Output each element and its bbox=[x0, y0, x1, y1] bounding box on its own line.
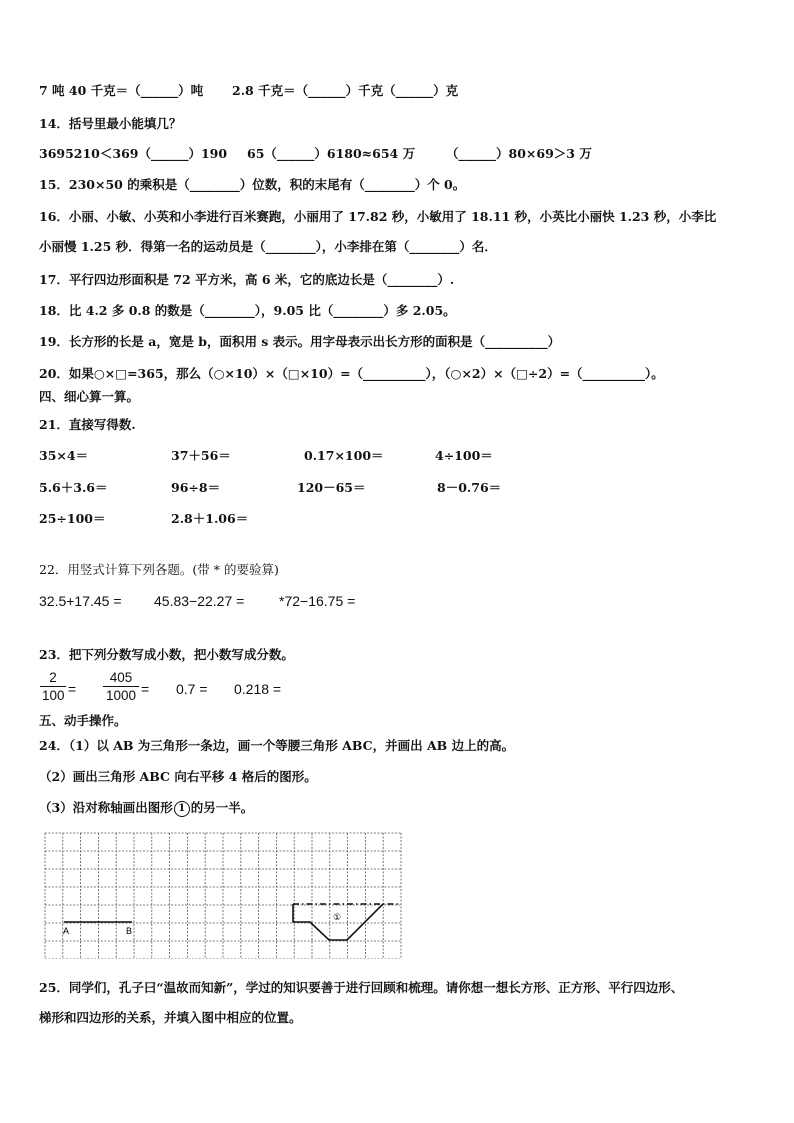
q14-item-a: 3695210＜369（______）190 bbox=[39, 146, 228, 161]
q24-part3-text-a: （3）沿对称轴画出图形 bbox=[39, 800, 173, 815]
q23-fraction-2 bbox=[103, 670, 139, 703]
q19-text: 19．长方形的长是 a，宽是 b，面积用 s 表示。用字母表示出长方形的面积是（__________） bbox=[39, 334, 561, 349]
fraction-numerator: 405 bbox=[109, 670, 133, 685]
q24-part2: （2）画出三角形 ABC 向右平移 4 格后的图形。 bbox=[39, 769, 317, 784]
fraction-bar bbox=[40, 686, 66, 687]
q21-cell: 5.6＋3.6＝ bbox=[39, 480, 108, 495]
q21-row-2 bbox=[39, 480, 759, 496]
q16-line1: 16．小丽、小敏、小英和小李进行百米赛跑，小丽用了 17.82 秒，小敏用了 18.11 秒，小英比小丽快 1.23 秒，小李比 bbox=[39, 209, 717, 224]
q23-title: 23．把下列分数写成小数，把小数写成分数。 bbox=[39, 647, 294, 662]
fraction-numerator: 2 bbox=[49, 670, 57, 685]
q21-cell: 25÷100＝ bbox=[39, 511, 106, 526]
q23-decimal-2: 0.218 = bbox=[234, 681, 282, 697]
drawing-grid[interactable] bbox=[44, 832, 402, 959]
q16-line2: 小丽慢 1.25 秒．得第一名的运动员是（________），小李排在第（________）名． bbox=[39, 239, 497, 254]
q20-text: 20．如果○×□=365，那么（○×10）×（□×10）=（__________），（○×2）×（□÷2）=（__________）。 bbox=[39, 366, 664, 381]
q21-row-1 bbox=[39, 448, 759, 464]
section5-heading: 五、动手操作。 bbox=[39, 713, 127, 728]
circled-one-icon: 1 bbox=[174, 801, 190, 817]
q23-fraction-1 bbox=[40, 670, 66, 703]
fraction-denominator: 1000 bbox=[105, 688, 137, 703]
q13-item-b: 2.8 千克＝（______）千克（______）克 bbox=[232, 83, 459, 98]
q14-item-b: 65（______）6180≈654 万 bbox=[247, 146, 416, 161]
q21-row-3 bbox=[39, 511, 759, 527]
q21-cell: 0.17×100＝ bbox=[304, 448, 384, 463]
q14-title: 14．括号里最小能填几？ bbox=[39, 116, 182, 131]
point-a-label: A bbox=[63, 926, 70, 936]
q24-part3 bbox=[39, 800, 253, 817]
q23-equals-2: = bbox=[141, 681, 150, 697]
q21-cell: 37＋56＝ bbox=[171, 448, 231, 463]
q14-items bbox=[39, 146, 759, 162]
q23-equals-1: = bbox=[68, 681, 77, 697]
q22-items bbox=[39, 593, 759, 611]
q21-title: 21．直接写得数. bbox=[39, 417, 136, 432]
shape-one-label: ① bbox=[333, 912, 342, 922]
q25-line2: 梯形和四边形的关系，并填入图中相应的位置。 bbox=[39, 1010, 302, 1025]
q17-text: 17．平行四边形面积是 72 平方米，高 6 米，它的底边长是（________）. bbox=[39, 272, 455, 287]
section4-heading: 四、细心算一算。 bbox=[39, 389, 140, 404]
q22-item: 45.83−22.27 = bbox=[154, 593, 245, 609]
q22-title: 22．用竖式计算下列各题。(带 * 的要验算) bbox=[39, 562, 279, 577]
q25-line1: 25．同学们，孔子曰“温故而知新”，学过的知识要善于进行回顾和梳理。请你想一想长方形、正方形、平行四边形、 bbox=[39, 980, 684, 995]
q21-cell: 8－0.76＝ bbox=[437, 480, 502, 495]
q24-part1: 24．（1）以 AB 为三角形一条边，画一个等腰三角形 ABC，并画出 AB 边上的高。 bbox=[39, 738, 515, 753]
q21-cell: 35×4＝ bbox=[39, 448, 89, 463]
q22-item: *72−16.75 = bbox=[279, 593, 356, 609]
q24-part3-text-b: 的另一半。 bbox=[190, 800, 254, 815]
q21-cell: 4÷100＝ bbox=[435, 448, 493, 463]
fraction-bar bbox=[103, 686, 139, 687]
q21-cell: 120－65＝ bbox=[297, 480, 366, 495]
shape-one-half bbox=[293, 904, 383, 940]
point-b-label: B bbox=[126, 926, 133, 936]
q21-cell: 2.8＋1.06＝ bbox=[171, 511, 249, 526]
q15-text: 15．230×50 的乘积是（________）位数，积的末尾有（________）个 0。 bbox=[39, 177, 466, 192]
q22-item: 32.5+17.45 = bbox=[39, 593, 122, 609]
q13-line bbox=[39, 83, 459, 99]
q23-decimal-1: 0.7 = bbox=[176, 681, 208, 697]
fraction-denominator: 100 bbox=[42, 688, 65, 703]
q14-item-c: （______）80×69＞3 万 bbox=[446, 146, 592, 161]
q21-cell: 96÷8＝ bbox=[171, 480, 221, 495]
q13-item-a: 7 吨 40 千克＝（______）吨 bbox=[39, 83, 204, 98]
q18-text: 18．比 4.2 多 0.8 的数是（________），9.05 比（________）多 2.05。 bbox=[39, 303, 456, 318]
